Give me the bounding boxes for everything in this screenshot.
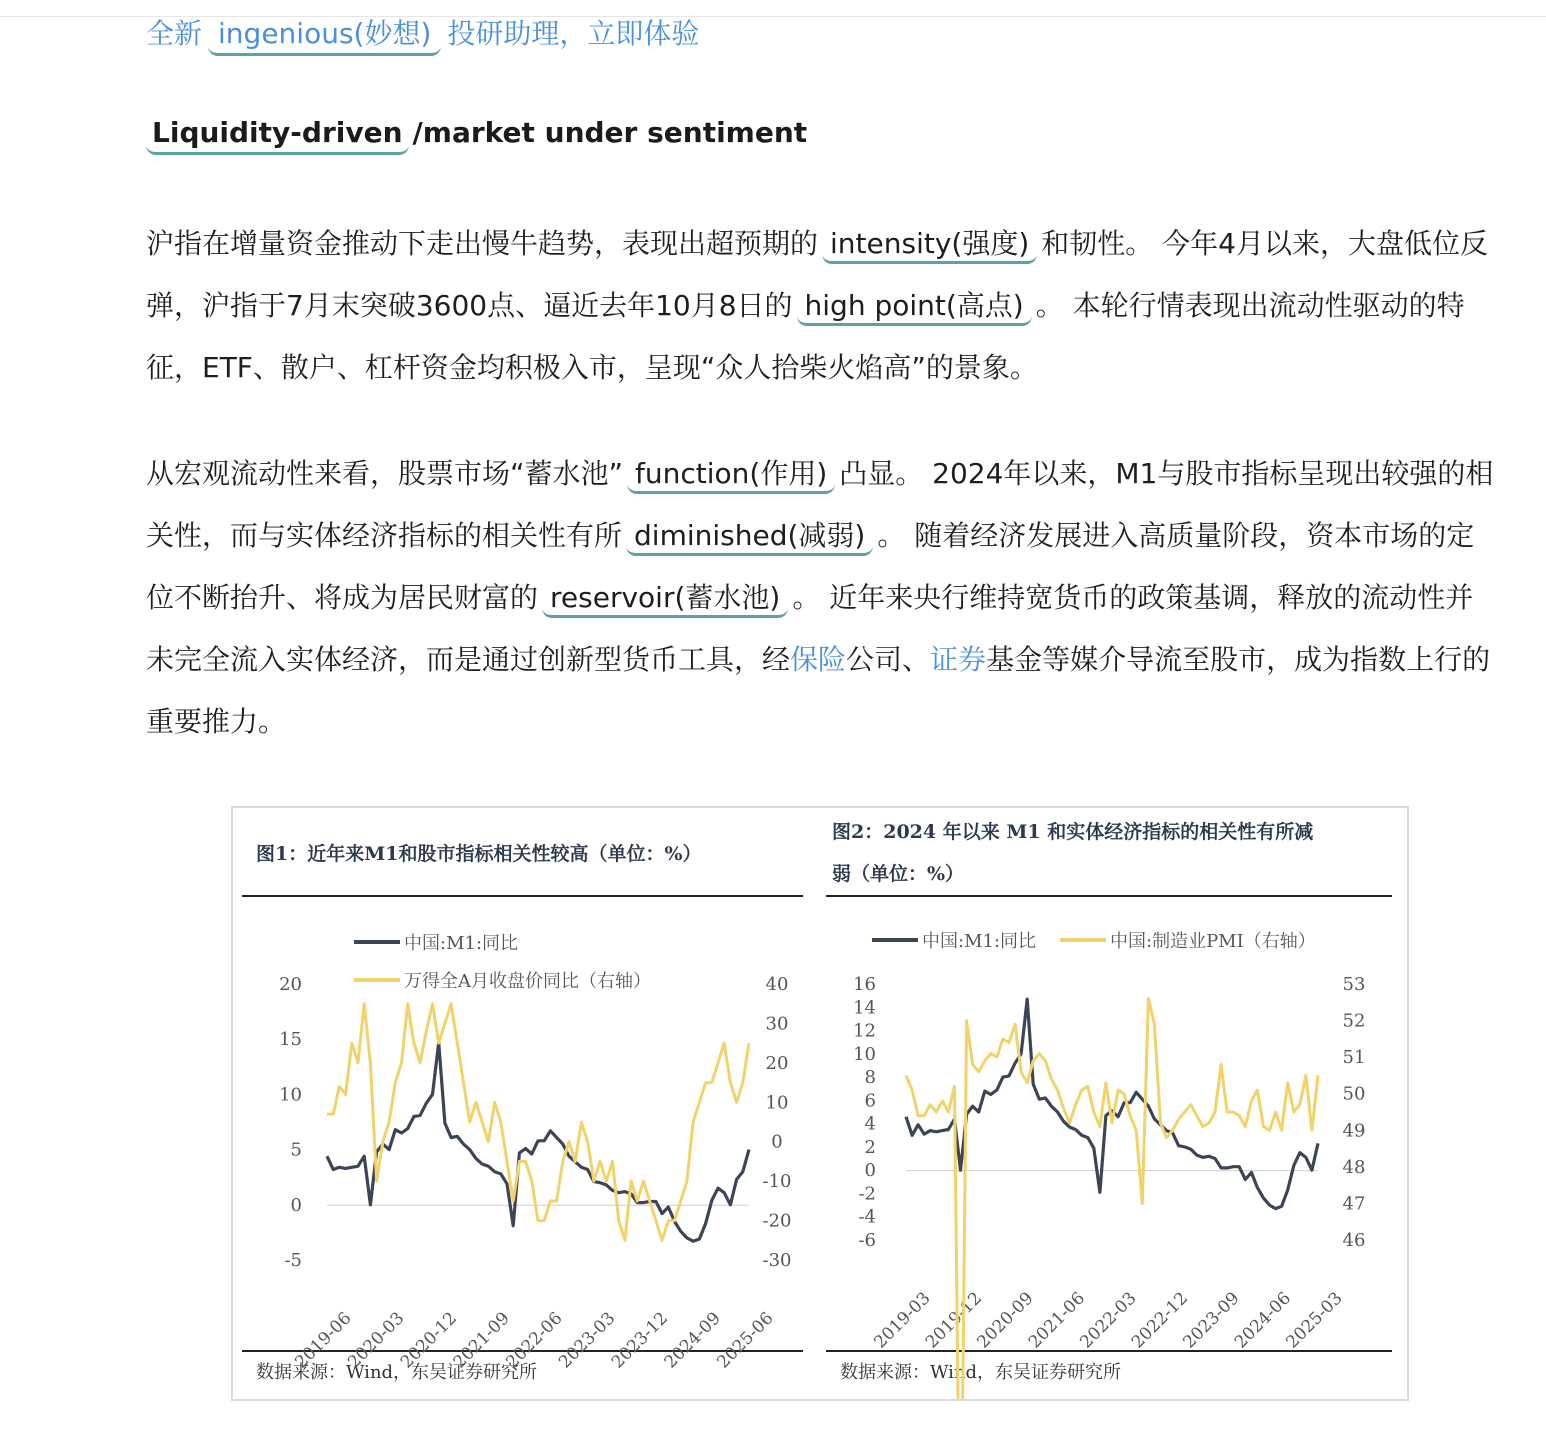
x-axis-tick: 2021-06 [1024,1288,1090,1353]
x-axis-tick: 2020-12 [396,1308,462,1373]
right-axis-tick: 46 [1342,1230,1366,1251]
promo-link[interactable] [146,12,699,56]
p1-text-2: 和韧性。 今年4月以来，大盘低位反弹，沪指于7月末突破3600点、逼近去年10月8日的 [146,227,1488,322]
promo-term[interactable]: ingenious(妙想) [208,15,441,56]
right-axis-tick: 50 [1342,1083,1366,1105]
left-axis-tick: 8 [864,1067,876,1089]
link-insurance[interactable]: 保险 [790,643,847,676]
x-axis-tick: 2023-12 [607,1308,673,1373]
p1-text-1: 沪指在增量资金推动下走出慢牛趋势，表现出超预期的 [146,227,819,260]
right-axis-tick: 30 [765,1013,789,1035]
chart-source: 数据来源：Wind，东吴证券研究所 [256,1362,538,1383]
right-axis-tick: -20 [762,1210,792,1232]
x-axis-tick: 2019-06 [291,1308,356,1373]
promo-suffix: 投研助理，立即体验 [447,17,700,50]
right-axis-tick: 48 [1342,1156,1366,1178]
chart-2-title-line-1: 图2：2024 年以来 M1 和实体经济指标的相关性有所减 [832,821,1314,843]
p2-term-function[interactable]: function(作用) [627,456,835,494]
p2-term-diminished[interactable]: diminished(减弱) [626,518,873,556]
left-axis-tick: 2 [864,1136,876,1158]
x-axis-tick: 2019-12 [921,1288,987,1353]
right-axis-tick: 52 [1342,1010,1366,1032]
charts-svg [233,808,1407,1399]
chart-2-title-line-2: 弱（单位：%） [832,863,965,885]
legend-label: 中国:制造业PMI（右轴） [1110,931,1316,952]
x-axis-tick: 2022-12 [1127,1288,1193,1353]
right-axis-tick: -30 [762,1250,792,1271]
p1-term-high-point[interactable]: high point(高点) [797,288,1032,326]
x-axis-tick: 2023-09 [1179,1288,1244,1353]
left-axis-tick: 6 [864,1090,876,1112]
p2-term-reservoir[interactable]: reservoir(蓄水池) [542,580,788,618]
p1-term-intensity[interactable]: intensity(强度) [822,226,1037,264]
right-axis-tick: 49 [1342,1120,1366,1142]
promo-prefix: 全新 [146,17,203,50]
left-axis-tick: 0 [864,1160,876,1182]
x-axis-tick: 2024-06 [1230,1288,1296,1353]
left-axis-tick: -5 [284,1250,302,1271]
p2-text-4: 。 近年来央行维持宽货币的政策基调，释放的流动性并未完全流入实体经济，而是通过创新型货币工具，经 [146,581,1474,676]
p1-text-3: 。 本轮行情表现出流动性驱动的特征，ETF、散户、杠杆资金均积极入市，呈现“众人拾柴火焰高”的景象。 [146,289,1465,384]
p2-text-3: 。 随着经济发展进入高质量阶段，资本市场的定位不断抬升、将成为居民财富的 [146,519,1475,614]
paragraph-1 [146,213,1501,399]
x-axis-tick: 2019-03 [870,1288,935,1353]
x-axis-tick: 2025-06 [713,1308,778,1373]
chart-1-title: 图1：近年来M1和股市指标相关性较高（单位：%） [256,843,702,865]
right-axis-tick: 51 [1342,1047,1366,1069]
left-axis-tick: -6 [858,1230,876,1251]
p2-text-5: 公司、 [846,643,931,676]
x-axis-tick: 2021-09 [449,1308,514,1373]
left-axis-tick: -4 [858,1206,876,1228]
left-axis-tick: 14 [853,997,876,1019]
x-axis-tick: 2022-03 [1076,1288,1141,1353]
left-axis-tick: 20 [279,974,302,995]
legend-label: 万得全A月收盘价同比（右轴） [404,971,651,992]
x-axis-tick: 2023-03 [555,1308,620,1373]
left-axis-tick: 10 [279,1084,302,1106]
right-axis-tick: 40 [765,974,789,995]
left-axis-tick: -2 [858,1183,876,1205]
right-axis-tick: 53 [1342,974,1366,995]
p2-text-2: 凸显。 2024年以来，M1与股市指标呈现出较强的相关性，而与实体经济指标的相关性有所 [146,457,1494,552]
paragraph-2 [146,443,1501,753]
right-axis-tick: 10 [765,1092,789,1114]
p2-text-6: 基金等媒介导流至股市，成为指数上行的重要推力。 [146,643,1491,738]
right-axis-tick: -10 [762,1171,792,1193]
x-axis-tick: 2020-09 [973,1288,1038,1353]
left-axis-tick: 4 [864,1113,876,1135]
heading-term[interactable]: Liquidity-driven [146,114,409,155]
left-axis-tick: 16 [853,974,876,995]
left-axis-tick: 5 [290,1139,302,1161]
x-axis-tick: 2020-03 [344,1308,409,1373]
p2-text-1: 从宏观流动性来看，股票市场“蓄水池” [146,457,624,490]
right-axis-tick: 47 [1342,1193,1366,1215]
chart-source: 数据来源：Wind，东吴证券研究所 [840,1362,1122,1383]
chart-figure [231,806,1409,1401]
x-axis-tick: 2024-09 [660,1308,725,1373]
left-axis-tick: 10 [853,1043,876,1065]
right-axis-tick: 20 [765,1052,789,1074]
left-axis-tick: 15 [279,1029,302,1051]
legend-label: 中国:M1:同比 [922,931,1037,952]
right-axis-tick: 0 [771,1131,783,1153]
x-axis-tick: 2025-03 [1282,1288,1347,1353]
left-axis-tick: 12 [853,1020,876,1042]
legend-label: 中国:M1:同比 [404,933,519,954]
heading-rest: /market under sentiment [412,116,808,149]
x-axis-tick: 2022-06 [502,1308,567,1373]
left-axis-tick: 0 [290,1194,302,1216]
link-securities[interactable]: 证券 [930,643,987,676]
section-heading [146,114,807,155]
